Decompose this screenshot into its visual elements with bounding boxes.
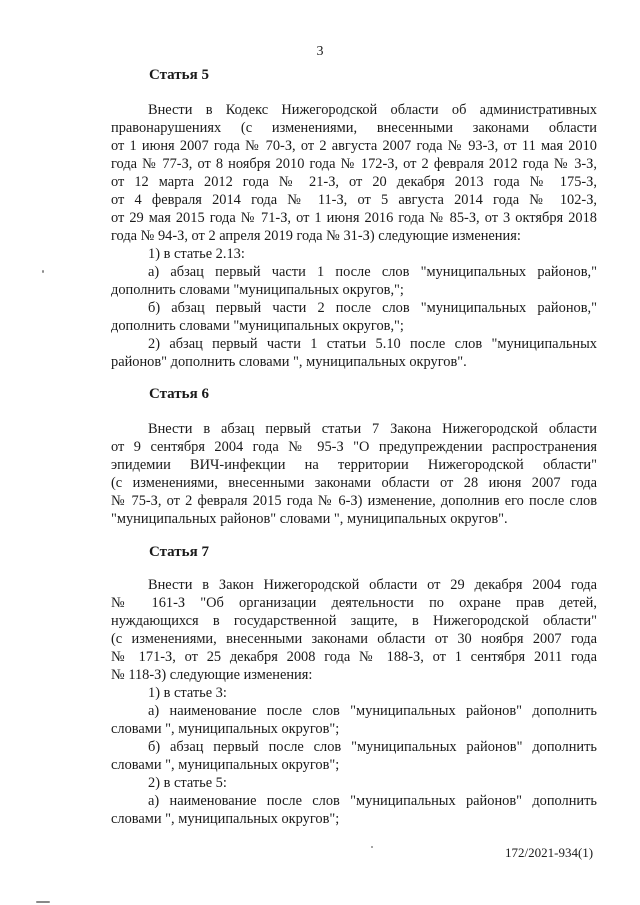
article-5-line: 2) абзац первый части 1 статьи 5.10 после слов "муниципальных bbox=[148, 336, 597, 352]
article-7-line: словами ", муниципальных округов"; bbox=[111, 721, 340, 737]
article-7-line: нуждающихся в государственной защите, в Нижегородской области" bbox=[111, 613, 597, 629]
article-5-line: дополнить словами "муниципальных округов,"; bbox=[111, 282, 404, 298]
article-7-line: словами ", муниципальных округов"; bbox=[111, 757, 340, 773]
article-7-line: а) наименование после слов "муниципальных районов" дополнить bbox=[148, 793, 597, 809]
article-5-line: правонарушениях (с изменениями, внесенными законами области bbox=[111, 120, 597, 136]
article-7-line: 1) в статье 3: bbox=[148, 685, 227, 701]
article-6-line: эпидемии ВИЧ-инфекции на территории Нижегородской области" bbox=[111, 457, 597, 473]
article-7-line: (с изменениями, внесенными законами области от 30 ноября 2007 года bbox=[111, 631, 597, 647]
scan-speck bbox=[36, 901, 50, 903]
article-5-line: года № 77-З, от 8 ноября 2010 года № 172-З, от 2 февраля 2012 года № 3-З, bbox=[111, 156, 597, 172]
article-6-line: "муниципальных районов" словами ", муниципальных округов". bbox=[111, 511, 508, 527]
article-5-line: 1) в статье 2.13: bbox=[148, 246, 245, 262]
article-5-line: от 4 февраля 2014 года № 11-З, от 5 августа 2014 года № 102-З, bbox=[111, 192, 597, 208]
article-6-line: от 9 сентября 2004 года № 95-З "О предупреждении распространения bbox=[111, 439, 597, 455]
article-7-line: б) абзац первый после слов "муниципальных районов" дополнить bbox=[148, 739, 597, 755]
article-6-line: Внести в абзац первый статьи 7 Закона Нижегородской области bbox=[148, 421, 597, 437]
article-6-heading: Статья 6 bbox=[149, 386, 209, 402]
article-5-line: от 1 июня 2007 года № 70-З, от 2 августа 2007 года № 93-З, от 11 мая 2010 bbox=[111, 138, 597, 154]
article-6-line: (с изменениями, внесенными законами области от 28 июня 2007 года bbox=[111, 475, 597, 491]
article-7-line: словами ", муниципальных округов"; bbox=[111, 811, 340, 827]
article-7-heading: Статья 7 bbox=[149, 544, 209, 560]
article-5-line: б) абзац первый части 2 после слов "муниципальных районов," bbox=[148, 300, 597, 316]
article-7-line: 2) в статье 5: bbox=[148, 775, 227, 791]
scan-speck bbox=[371, 846, 373, 848]
article-5-line: года № 94-З, от 2 апреля 2019 года № 31-З) следующие изменения: bbox=[111, 228, 521, 244]
article-5-line: от 29 мая 2015 года № 71-З, от 1 июня 2016 года № 85-З, от 3 октября 2018 bbox=[111, 210, 597, 226]
article-7-line: № 118-З) следующие изменения: bbox=[111, 667, 313, 683]
article-5-line: Внести в Кодекс Нижегородской области об административных bbox=[148, 102, 597, 118]
page-number: 3 bbox=[316, 44, 324, 59]
document-code: 172/2021-934(1) bbox=[505, 845, 594, 860]
article-5-line: а) абзац первый части 1 после слов "муниципальных районов," bbox=[148, 264, 597, 280]
article-7-line: № 161-З "Об организации деятельности по охране прав детей, bbox=[111, 595, 597, 611]
article-5-line: дополнить словами "муниципальных округов,"; bbox=[111, 318, 404, 334]
article-6-line: № 75-З, от 2 февраля 2015 года № 6-З) изменение, дополнив его после слов bbox=[111, 493, 597, 509]
scan-speck bbox=[42, 270, 44, 273]
article-7-line: № 171-З, от 25 декабря 2008 года № 188-З, от 1 сентября 2011 года bbox=[111, 649, 597, 665]
article-5-line: от 12 марта 2012 года № 21-З, от 20 декабря 2013 года № 175-З, bbox=[111, 174, 597, 190]
article-5-line: районов" дополнить словами ", муниципальных округов". bbox=[111, 354, 467, 370]
article-7-line: а) наименование после слов "муниципальных районов" дополнить bbox=[148, 703, 597, 719]
article-7-line: Внести в Закон Нижегородской области от 29 декабря 2004 года bbox=[148, 577, 597, 593]
article-5-heading: Статья 5 bbox=[149, 67, 209, 83]
